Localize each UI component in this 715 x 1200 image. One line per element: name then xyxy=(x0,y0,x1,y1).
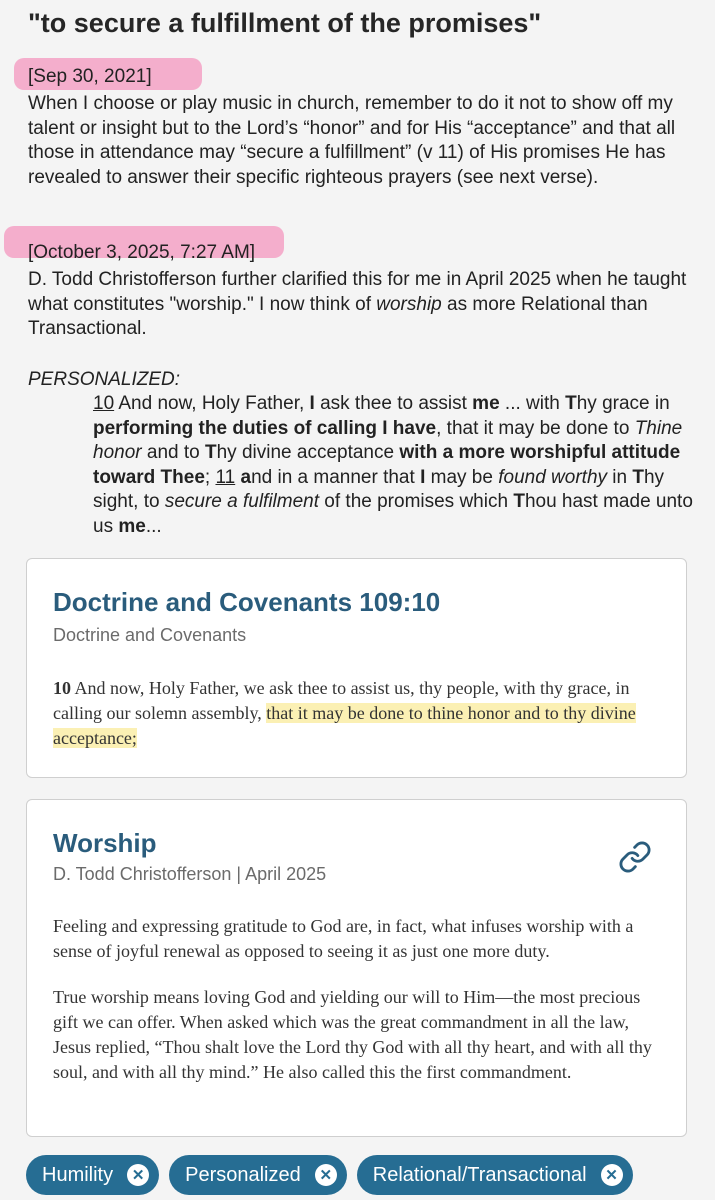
verse-segment: hy divine acceptance xyxy=(216,442,400,464)
verse-segment: T xyxy=(513,491,525,513)
verse-segment: 10 xyxy=(93,393,115,414)
tag-label: Relational/Transactional xyxy=(372,1163,587,1186)
verse-segment: Thine honor xyxy=(93,417,683,464)
entry-text-2-b: as more Relational than Transactional. xyxy=(28,293,648,339)
verse-segment: hy grace in xyxy=(576,393,670,414)
verse-segment: , that it may be done to xyxy=(436,417,635,439)
remove-tag-icon[interactable]: ✕ xyxy=(127,1164,149,1186)
verse-segment: ; xyxy=(204,466,216,488)
verse-segment: me xyxy=(472,393,500,414)
entry-date-1: [Sep 30, 2021] xyxy=(28,66,152,87)
tag-list xyxy=(26,1155,633,1195)
entry-text-2-a: D. Todd Christofferson further clarified this for me in April 2025 when he taught what constitutes "worship." I now think of xyxy=(28,269,687,315)
scripture-card-title[interactable]: Doctrine and Covenants 109:10 xyxy=(53,587,441,617)
remove-tag-icon[interactable]: ✕ xyxy=(315,1164,337,1186)
verse-segment: ... with xyxy=(499,393,566,414)
talk-paragraph-2: True worship means loving God and yielding our will to Him—the most precious gift we can offer. When asked which was the great commandment in all the law, Jesus replied, “Thou shalt love the Lord thy God with all thy heart, and with all thy soul, and with all thy mind.” He also called this the first commandment. xyxy=(53,987,652,1082)
verse-segment: nd in a manner that xyxy=(251,466,421,488)
verse-segment: ... xyxy=(145,515,162,537)
scripture-card-text xyxy=(53,676,663,751)
tag-personalized[interactable] xyxy=(169,1155,347,1195)
verse-number: 10 xyxy=(53,678,71,698)
scripture-card[interactable] xyxy=(26,558,687,778)
note-title: "to secure a fulfillment of the promises" xyxy=(28,8,542,38)
talk-card-title[interactable]: Worship xyxy=(53,828,157,858)
personalized-label: PERSONALIZED: xyxy=(28,369,181,390)
verse-segment: in xyxy=(607,466,633,488)
tag-relational-transactional[interactable] xyxy=(357,1155,633,1195)
verse-segment: T xyxy=(565,393,577,414)
verse-segment: a xyxy=(240,466,252,488)
entry-text-2 xyxy=(28,268,688,342)
talk-card[interactable] xyxy=(26,799,687,1137)
verse-segment: I xyxy=(420,466,426,488)
verse-segment: I xyxy=(309,393,315,414)
entry-text-1: When I choose or play music in church, remember to do it not to show off my talent or insight but to the Lord’s “honor” and for His “acceptance” and that all those in attendance may “secure a fulfillment” (v 11) of His promises He has revealed to answer their specific righteous prayers (see next verse). xyxy=(28,93,676,188)
tag-label: Personalized xyxy=(185,1163,301,1186)
verse-segment: hy sight, to xyxy=(93,466,665,513)
tag-label: Humility xyxy=(42,1163,114,1186)
personalized-verse xyxy=(93,392,698,540)
verse-segment: hou hast made unto us xyxy=(93,491,693,537)
verse-segment: may be xyxy=(425,466,499,488)
verse-segment: secure a fulfilment xyxy=(164,491,320,513)
scripture-card-subtitle: Doctrine and Covenants xyxy=(53,625,247,645)
verse-segment: me xyxy=(118,515,146,537)
talk-card-subtitle: D. Todd Christofferson | April 2025 xyxy=(53,864,327,884)
link-icon[interactable] xyxy=(618,840,652,874)
verse-segment: performing the duties of calling I have xyxy=(93,417,437,439)
verse-segment: 11 xyxy=(215,466,236,488)
remove-tag-icon[interactable]: ✕ xyxy=(601,1164,623,1186)
verse-segment: with a more worshipful attitude toward Thee xyxy=(93,442,681,488)
entry-text-2-italic: worship xyxy=(376,293,442,315)
talk-paragraph-1: Feeling and expressing gratitude to God are, in fact, what infuses worship with a sense of joyful renewal as opposed to seeing it as just one more duty. xyxy=(53,916,634,961)
verse-segment: And now, Holy Father, xyxy=(114,393,310,414)
verse-segment: T xyxy=(205,442,217,464)
verse-text: And now, Holy Father, we ask thee to assist us, thy people, with thy grace, in calling our solemn assembly, xyxy=(53,678,630,723)
verse-highlight: that it may be done to thine honor and to thy divine acceptance; xyxy=(53,703,636,748)
verse-segment: found worthy xyxy=(498,466,608,488)
tag-humility[interactable] xyxy=(26,1155,159,1195)
verse-segment: of the promises which xyxy=(319,491,514,513)
verse-segment: T xyxy=(632,466,644,488)
verse-segment: and to xyxy=(141,442,205,464)
verse-segment: ask thee to assist xyxy=(314,393,473,414)
entry-date-2: [October 3, 2025, 7:27 AM] xyxy=(28,242,256,263)
